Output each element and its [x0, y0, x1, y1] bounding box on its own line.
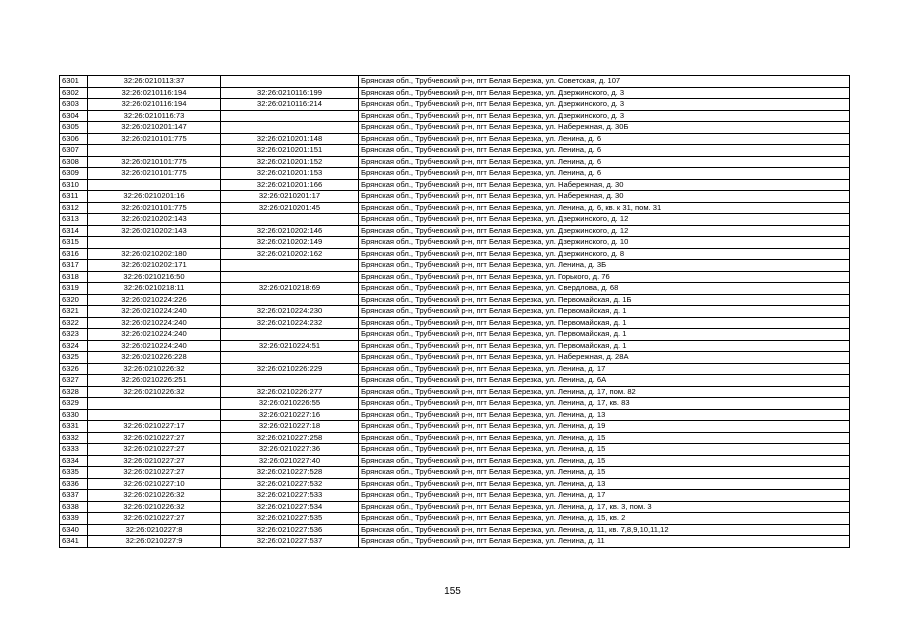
parent-cadastral-number-cell: 32:26:0210202:162: [221, 248, 359, 260]
cadastral-number-cell: 32:26:0210116:194: [88, 87, 221, 99]
row-number-cell: 6303: [60, 99, 88, 111]
parent-cadastral-number-cell: [221, 329, 359, 341]
row-number-cell: 6320: [60, 294, 88, 306]
row-number-cell: 6314: [60, 225, 88, 237]
address-cell: Брянская обл., Трубчевский р-н, пгт Белая Березка, ул. Ленина, д. 15: [359, 432, 850, 444]
row-number-cell: 6317: [60, 260, 88, 272]
table-row: [60, 248, 850, 260]
row-number-cell: 6315: [60, 237, 88, 249]
table-row: [60, 214, 850, 226]
address-cell: Брянская обл., Трубчевский р-н, пгт Белая Березка, ул. Дзержинского, д. 3: [359, 87, 850, 99]
table-row: [60, 145, 850, 157]
table-row: [60, 191, 850, 203]
table-row: [60, 87, 850, 99]
parent-cadastral-number-cell: 32:26:0210227:528: [221, 467, 359, 479]
parent-cadastral-number-cell: [221, 375, 359, 387]
table-row: [60, 455, 850, 467]
address-cell: Брянская обл., Трубчевский р-н, пгт Белая Березка, ул. Свердлова, д. 68: [359, 283, 850, 295]
property-registry-table: [59, 75, 850, 548]
row-number-cell: 6336: [60, 478, 88, 490]
row-number-cell: 6327: [60, 375, 88, 387]
address-cell: Брянская обл., Трубчевский р-н, пгт Белая Березка, ул. Ленина, д. 11, кв. 7,8,9,10,11,12: [359, 524, 850, 536]
table-row: [60, 294, 850, 306]
cadastral-number-cell: 32:26:0210226:32: [88, 363, 221, 375]
address-cell: Брянская обл., Трубчевский р-н, пгт Белая Березка, ул. Ленина, д. 15: [359, 455, 850, 467]
row-number-cell: 6339: [60, 513, 88, 525]
parent-cadastral-number-cell: 32:26:0210227:16: [221, 409, 359, 421]
table-row: [60, 202, 850, 214]
table-row: [60, 99, 850, 111]
row-number-cell: 6340: [60, 524, 88, 536]
table-row: [60, 260, 850, 272]
table-row: [60, 225, 850, 237]
address-cell: Брянская обл., Трубчевский р-н, пгт Белая Березка, ул. Ленина, д. 6, кв. к 31, пом. 31: [359, 202, 850, 214]
table-row: [60, 340, 850, 352]
address-cell: Брянская обл., Трубчевский р-н, пгт Белая Березка, ул. Первомайская, д. 1: [359, 329, 850, 341]
address-cell: Брянская обл., Трубчевский р-н, пгт Белая Березка, ул. Ленина, д. 13: [359, 478, 850, 490]
table-row: [60, 237, 850, 249]
address-cell: Брянская обл., Трубчевский р-н, пгт Белая Березка, ул. Ленина, д. 17: [359, 363, 850, 375]
row-number-cell: 6334: [60, 455, 88, 467]
table-row: [60, 409, 850, 421]
parent-cadastral-number-cell: 32:26:0210201:151: [221, 145, 359, 157]
table-row: [60, 536, 850, 548]
table-row: [60, 421, 850, 433]
row-number-cell: 6302: [60, 87, 88, 99]
table-row: [60, 122, 850, 134]
address-cell: Брянская обл., Трубчевский р-н, пгт Белая Березка, ул. Ленина, д. 15, кв. 2: [359, 513, 850, 525]
parent-cadastral-number-cell: 32:26:0210226:229: [221, 363, 359, 375]
parent-cadastral-number-cell: 32:26:0210227:532: [221, 478, 359, 490]
cadastral-number-cell: 32:26:0210227:8: [88, 524, 221, 536]
table-row: [60, 501, 850, 513]
parent-cadastral-number-cell: 32:26:0210224:232: [221, 317, 359, 329]
row-number-cell: 6325: [60, 352, 88, 364]
address-cell: Брянская обл., Трубчевский р-н, пгт Белая Березка, ул. Первомайская, д. 1Б: [359, 294, 850, 306]
address-cell: Брянская обл., Трубчевский р-н, пгт Белая Березка, ул. Дзержинского, д. 12: [359, 214, 850, 226]
parent-cadastral-number-cell: 32:26:0210201:45: [221, 202, 359, 214]
row-number-cell: 6330: [60, 409, 88, 421]
parent-cadastral-number-cell: 32:26:0210227:533: [221, 490, 359, 502]
row-number-cell: 6326: [60, 363, 88, 375]
row-number-cell: 6319: [60, 283, 88, 295]
row-number-cell: 6328: [60, 386, 88, 398]
parent-cadastral-number-cell: 32:26:0210224:230: [221, 306, 359, 318]
address-cell: Брянская обл., Трубчевский р-н, пгт Белая Березка, ул. Ленина, д. 15: [359, 467, 850, 479]
cadastral-number-cell: [88, 237, 221, 249]
cadastral-number-cell: [88, 398, 221, 410]
address-cell: Брянская обл., Трубчевский р-н, пгт Белая Березка, ул. Ленина, д. 11: [359, 536, 850, 548]
address-cell: Брянская обл., Трубчевский р-н, пгт Белая Березка, ул. Дзержинского, д. 10: [359, 237, 850, 249]
parent-cadastral-number-cell: [221, 260, 359, 272]
parent-cadastral-number-cell: [221, 122, 359, 134]
cadastral-number-cell: 32:26:0210116:73: [88, 110, 221, 122]
row-number-cell: 6313: [60, 214, 88, 226]
table-row: [60, 179, 850, 191]
cadastral-number-cell: 32:26:0210101:775: [88, 133, 221, 145]
address-cell: Брянская обл., Трубчевский р-н, пгт Белая Березка, ул. Набережная, д. 30: [359, 179, 850, 191]
address-cell: Брянская обл., Трубчевский р-н, пгт Белая Березка, ул. Первомайская, д. 1: [359, 306, 850, 318]
cadastral-number-cell: 32:26:0210101:775: [88, 156, 221, 168]
table-row: [60, 76, 850, 88]
parent-cadastral-number-cell: [221, 76, 359, 88]
cadastral-number-cell: 32:26:0210227:27: [88, 513, 221, 525]
cadastral-number-cell: 32:26:0210224:240: [88, 317, 221, 329]
row-number-cell: 6341: [60, 536, 88, 548]
table-row: [60, 306, 850, 318]
cadastral-number-cell: 32:26:0210101:775: [88, 168, 221, 180]
address-cell: Брянская обл., Трубчевский р-н, пгт Белая Березка, ул. Ленина, д. 17, кв. 3, пом. 3: [359, 501, 850, 513]
cadastral-number-cell: 32:26:0210224:240: [88, 306, 221, 318]
row-number-cell: 6310: [60, 179, 88, 191]
parent-cadastral-number-cell: 32:26:0210227:535: [221, 513, 359, 525]
parent-cadastral-number-cell: 32:26:0210218:69: [221, 283, 359, 295]
table-row: [60, 168, 850, 180]
table-row: [60, 398, 850, 410]
parent-cadastral-number-cell: 32:26:0210202:149: [221, 237, 359, 249]
table-row: [60, 329, 850, 341]
table-row: [60, 317, 850, 329]
cadastral-number-cell: 32:26:0210218:11: [88, 283, 221, 295]
parent-cadastral-number-cell: [221, 110, 359, 122]
parent-cadastral-number-cell: 32:26:0210226:277: [221, 386, 359, 398]
row-number-cell: 6331: [60, 421, 88, 433]
parent-cadastral-number-cell: 32:26:0210202:146: [221, 225, 359, 237]
cadastral-number-cell: [88, 409, 221, 421]
cadastral-number-cell: 32:26:0210216:50: [88, 271, 221, 283]
cadastral-number-cell: 32:26:0210227:10: [88, 478, 221, 490]
cadastral-number-cell: 32:26:0210227:27: [88, 432, 221, 444]
address-cell: Брянская обл., Трубчевский р-н, пгт Белая Березка, ул. Ленина, д. 15: [359, 444, 850, 456]
table-row: [60, 432, 850, 444]
address-cell: Брянская обл., Трубчевский р-н, пгт Белая Березка, ул. Советская, д. 107: [359, 76, 850, 88]
parent-cadastral-number-cell: 32:26:0210227:18: [221, 421, 359, 433]
cadastral-number-cell: 32:26:0210227:27: [88, 444, 221, 456]
parent-cadastral-number-cell: 32:26:0210201:153: [221, 168, 359, 180]
address-cell: Брянская обл., Трубчевский р-н, пгт Белая Березка, ул. Дзержинского, д. 3: [359, 99, 850, 111]
parent-cadastral-number-cell: 32:26:0210227:537: [221, 536, 359, 548]
row-number-cell: 6301: [60, 76, 88, 88]
row-number-cell: 6316: [60, 248, 88, 260]
row-number-cell: 6309: [60, 168, 88, 180]
row-number-cell: 6332: [60, 432, 88, 444]
row-number-cell: 6329: [60, 398, 88, 410]
row-number-cell: 6304: [60, 110, 88, 122]
row-number-cell: 6323: [60, 329, 88, 341]
parent-cadastral-number-cell: 32:26:0210227:40: [221, 455, 359, 467]
cadastral-number-cell: 32:26:0210226:32: [88, 386, 221, 398]
address-cell: Брянская обл., Трубчевский р-н, пгт Белая Березка, ул. Дзержинского, д. 3: [359, 110, 850, 122]
parent-cadastral-number-cell: [221, 352, 359, 364]
address-cell: Брянская обл., Трубчевский р-н, пгт Белая Березка, ул. Набережная, д. 30Б: [359, 122, 850, 134]
address-cell: Брянская обл., Трубчевский р-н, пгт Белая Березка, ул. Ленина, д. 17, кв. 83: [359, 398, 850, 410]
table-row: [60, 524, 850, 536]
address-cell: Брянская обл., Трубчевский р-н, пгт Белая Березка, ул. Ленина, д. 6: [359, 168, 850, 180]
parent-cadastral-number-cell: [221, 214, 359, 226]
table-row: [60, 363, 850, 375]
table-row: [60, 271, 850, 283]
address-cell: Брянская обл., Трубчевский р-н, пгт Белая Березка, ул. Ленина, д. 6: [359, 145, 850, 157]
address-cell: Брянская обл., Трубчевский р-н, пгт Белая Березка, ул. Ленина, д. 6: [359, 133, 850, 145]
row-number-cell: 6318: [60, 271, 88, 283]
cadastral-number-cell: 32:26:0210202:171: [88, 260, 221, 272]
table-row: [60, 352, 850, 364]
address-cell: Брянская обл., Трубчевский р-н, пгт Белая Березка, ул. Первомайская, д. 1: [359, 340, 850, 352]
table-row: [60, 467, 850, 479]
parent-cadastral-number-cell: 32:26:0210201:148: [221, 133, 359, 145]
address-cell: Брянская обл., Трубчевский р-н, пгт Белая Березка, ул. Первомайская, д. 1: [359, 317, 850, 329]
registry-table-body: [60, 76, 850, 548]
parent-cadastral-number-cell: 32:26:0210116:214: [221, 99, 359, 111]
table-row: [60, 513, 850, 525]
cadastral-number-cell: 32:26:0210224:226: [88, 294, 221, 306]
parent-cadastral-number-cell: 32:26:0210224:51: [221, 340, 359, 352]
table-row: [60, 283, 850, 295]
parent-cadastral-number-cell: 32:26:0210201:152: [221, 156, 359, 168]
cadastral-number-cell: 32:26:0210202:143: [88, 214, 221, 226]
cadastral-number-cell: 32:26:0210227:27: [88, 467, 221, 479]
address-cell: Брянская обл., Трубчевский р-н, пгт Белая Березка, ул. Ленина, д. 17: [359, 490, 850, 502]
address-cell: Брянская обл., Трубчевский р-н, пгт Белая Березка, ул. Дзержинского, д. 8: [359, 248, 850, 260]
table-row: [60, 375, 850, 387]
row-number-cell: 6322: [60, 317, 88, 329]
row-number-cell: 6306: [60, 133, 88, 145]
cadastral-number-cell: 32:26:0210224:240: [88, 340, 221, 352]
address-cell: Брянская обл., Трубчевский р-н, пгт Белая Березка, ул. Ленина, д. 6: [359, 156, 850, 168]
row-number-cell: 6311: [60, 191, 88, 203]
parent-cadastral-number-cell: 32:26:0210201:166: [221, 179, 359, 191]
cadastral-number-cell: 32:26:0210226:228: [88, 352, 221, 364]
row-number-cell: 6321: [60, 306, 88, 318]
parent-cadastral-number-cell: 32:26:0210116:199: [221, 87, 359, 99]
cadastral-number-cell: [88, 179, 221, 191]
address-cell: Брянская обл., Трубчевский р-н, пгт Белая Березка, ул. Набережная, д. 30: [359, 191, 850, 203]
parent-cadastral-number-cell: 32:26:0210227:258: [221, 432, 359, 444]
table-row: [60, 386, 850, 398]
row-number-cell: 6337: [60, 490, 88, 502]
cadastral-number-cell: 32:26:0210227:27: [88, 455, 221, 467]
cadastral-number-cell: 32:26:0210202:143: [88, 225, 221, 237]
parent-cadastral-number-cell: 32:26:0210201:17: [221, 191, 359, 203]
row-number-cell: 6307: [60, 145, 88, 157]
parent-cadastral-number-cell: 32:26:0210227:534: [221, 501, 359, 513]
cadastral-number-cell: 32:26:0210227:9: [88, 536, 221, 548]
cadastral-number-cell: 32:26:0210202:180: [88, 248, 221, 260]
address-cell: Брянская обл., Трубчевский р-н, пгт Белая Березка, ул. Ленина, д. 13: [359, 409, 850, 421]
cadastral-number-cell: 32:26:0210224:240: [88, 329, 221, 341]
table-row: [60, 133, 850, 145]
row-number-cell: 6324: [60, 340, 88, 352]
table-row: [60, 156, 850, 168]
address-cell: Брянская обл., Трубчевский р-н, пгт Белая Березка, ул. Ленина, д. 19: [359, 421, 850, 433]
cadastral-number-cell: 32:26:0210113:37: [88, 76, 221, 88]
cadastral-number-cell: 32:26:0210227:17: [88, 421, 221, 433]
address-cell: Брянская обл., Трубчевский р-н, пгт Белая Березка, ул. Ленина, д. 6А: [359, 375, 850, 387]
address-cell: Брянская обл., Трубчевский р-н, пгт Белая Березка, ул. Набережная, д. 28А: [359, 352, 850, 364]
table-row: [60, 478, 850, 490]
parent-cadastral-number-cell: 32:26:0210226:55: [221, 398, 359, 410]
table-row: [60, 444, 850, 456]
cadastral-number-cell: 32:26:0210226:251: [88, 375, 221, 387]
cadastral-number-cell: 32:26:0210116:194: [88, 99, 221, 111]
row-number-cell: 6333: [60, 444, 88, 456]
cadastral-number-cell: 32:26:0210101:775: [88, 202, 221, 214]
row-number-cell: 6335: [60, 467, 88, 479]
cadastral-number-cell: 32:26:0210226:32: [88, 501, 221, 513]
cadastral-number-cell: [88, 145, 221, 157]
page-number: 155: [444, 586, 461, 597]
row-number-cell: 6308: [60, 156, 88, 168]
address-cell: Брянская обл., Трубчевский р-н, пгт Белая Березка, ул. Горького, д. 76: [359, 271, 850, 283]
row-number-cell: 6312: [60, 202, 88, 214]
table-row: [60, 490, 850, 502]
address-cell: Брянская обл., Трубчевский р-н, пгт Белая Березка, ул. Ленина, д. 3Б: [359, 260, 850, 272]
cadastral-number-cell: 32:26:0210201:16: [88, 191, 221, 203]
parent-cadastral-number-cell: 32:26:0210227:536: [221, 524, 359, 536]
row-number-cell: 6338: [60, 501, 88, 513]
address-cell: Брянская обл., Трубчевский р-н, пгт Белая Березка, ул. Ленина, д. 17, пом. 82: [359, 386, 850, 398]
table-row: [60, 110, 850, 122]
parent-cadastral-number-cell: [221, 294, 359, 306]
cadastral-number-cell: 32:26:0210201:147: [88, 122, 221, 134]
address-cell: Брянская обл., Трубчевский р-н, пгт Белая Березка, ул. Дзержинского, д. 12: [359, 225, 850, 237]
row-number-cell: 6305: [60, 122, 88, 134]
parent-cadastral-number-cell: [221, 271, 359, 283]
cadastral-number-cell: 32:26:0210226:32: [88, 490, 221, 502]
parent-cadastral-number-cell: 32:26:0210227:36: [221, 444, 359, 456]
